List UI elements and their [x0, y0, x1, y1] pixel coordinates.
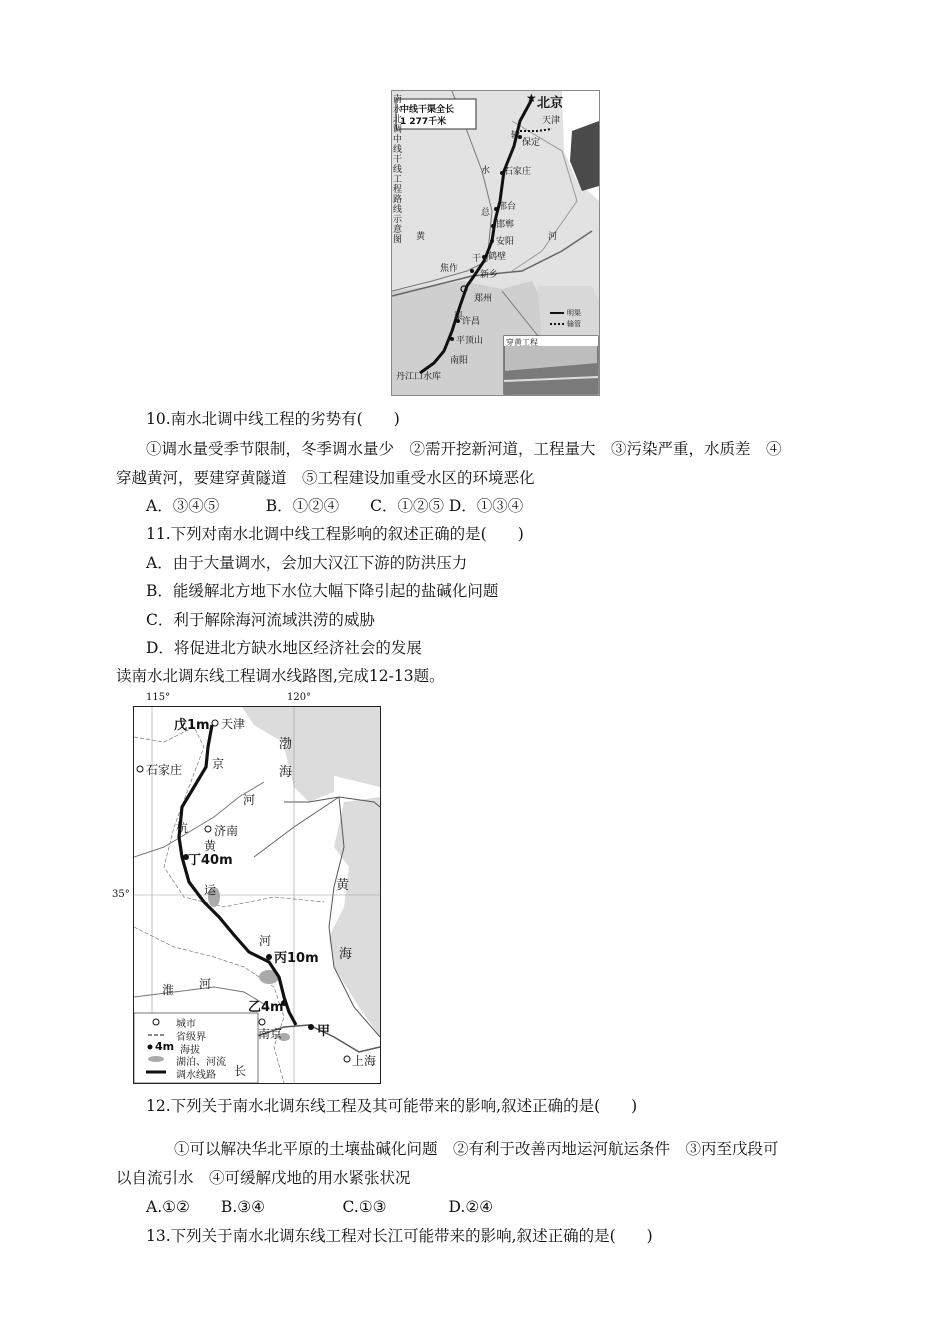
q10-stem: 10.南水北调中线工程的劣势有( ): [146, 410, 400, 428]
map1-city-zhengzhou: 郑州: [474, 294, 493, 304]
map1-city-shijiazhuang: 石家庄: [504, 167, 532, 177]
map-east-route: [133, 706, 381, 1084]
map1-legend-canal: 明渠: [567, 309, 581, 317]
map2-river-char-hang: 杭: [176, 821, 189, 835]
map1-canal-char-4: 干: [472, 254, 482, 264]
map2-river-char-huang: 黄: [204, 839, 217, 853]
map1-city-anyang: 安阳: [496, 237, 515, 247]
map1-river-char-2: 河: [548, 232, 558, 242]
map1-city-hebi: 鹤壁: [488, 252, 507, 262]
map1-legend-pipe: 输管: [567, 320, 581, 328]
map2-legend-elevation: 海拔: [180, 1045, 200, 1056]
map2-river-char-he-2: 河: [243, 793, 256, 807]
map-middle-route: [391, 90, 600, 396]
q11-option-d: D．将促进北方缺水地区经济社会的发展: [146, 639, 422, 657]
map2-river-char-yun: 运: [204, 883, 217, 897]
map2-place-shijiazhuang: 石家庄: [146, 763, 183, 777]
map1-city-xingtai: 邢台: [498, 202, 517, 212]
map1-danjiangkou: 丹江口水库: [396, 372, 442, 382]
map2-sea-char-hai-2: 海: [339, 947, 353, 962]
map2-river-char-he-1: 河: [259, 934, 272, 948]
map2-place-jinan: 济南: [214, 824, 239, 838]
map2-river-char-chang: 长: [234, 1064, 247, 1078]
q11-option-c: C．利于解除海河流域洪涝的威胁: [146, 611, 375, 629]
map1-vertical-title: 南水北调中线干线工程路线示意图: [393, 95, 403, 245]
map2-river-char-he-3: 河: [199, 977, 212, 991]
map1-city-jiaozuo: 焦作: [440, 264, 459, 274]
map2-place-wu: 戊1m: [174, 718, 210, 733]
q12-body-1: ①可以解决华北平原的土壤盐碱化问题 ②有利于改善丙地运河航运条件 ③丙至戊段可: [174, 1140, 779, 1158]
map2-river-char-jing: 京: [212, 757, 225, 771]
map2-lat-35: 35°: [112, 889, 130, 900]
map1-city-beijing: 北京: [537, 96, 564, 111]
map2-legend-4m: 4m: [155, 1040, 175, 1053]
map2-legend-lakes: 湖泊、河流: [176, 1057, 226, 1068]
map2-legend-border: 省级界: [176, 1032, 206, 1043]
map2-river-char-huai: 淮: [162, 983, 175, 997]
q11-option-a: A．由于大量调水，会加大汉江下游的防洪压力: [146, 554, 468, 572]
map2-sea-char-huang: 黄: [336, 878, 350, 893]
map2-legend-city: 城市: [176, 1019, 196, 1030]
map1-city-baoding: 保定: [522, 138, 541, 148]
map2-lon-120: 120°: [287, 692, 312, 703]
map1-inset-label: 穿黄工程: [506, 338, 538, 347]
map1-canal-char-2: 水: [481, 166, 491, 176]
map2-legend-route: 调水线路: [176, 1070, 216, 1081]
map2-sea-char-bo: 渤: [279, 737, 293, 752]
q13-stem: 13.下列关于南水北调东线工程对长江可能带来的影响,叙述正确的是( ): [146, 1227, 653, 1245]
map2-lon-115: 115°: [146, 692, 171, 703]
map2-place-tianjin: 天津: [221, 717, 246, 731]
map1-canal-char-1: 输: [511, 131, 521, 141]
intro-east-route: 读南水北调东线工程调水线路图,完成12-13题。: [116, 667, 445, 685]
map2-place-bing: 丙10m: [274, 951, 319, 966]
map2-place-yi: 乙4m: [248, 1000, 284, 1015]
q12-stem: 12.下列关于南水北调东线工程及其可能带来的影响,叙述正确的是( ): [146, 1097, 638, 1115]
map1-city-tianjin: 天津: [542, 116, 561, 126]
q12-options: A.①② B.③④ C.①③ D.②④: [146, 1198, 494, 1216]
map1-canal-char-5: 渠: [454, 312, 464, 322]
map1-city-handan: 邯郸: [496, 220, 515, 230]
map1-length-line-1: 中线干渠全长: [400, 105, 455, 115]
q11-option-b: B．能缓解北方地下水位大幅下降引起的盐碱化问题: [146, 582, 499, 600]
map1-river-char-1: 黄: [416, 232, 426, 242]
map2-place-ding: 丁40m: [188, 853, 233, 868]
map1-length-line-2: 1 277千米: [400, 117, 447, 127]
map1-star-icon: ★: [526, 91, 537, 105]
q12-body-2: 以自流引水 ④可缓解戊地的用水紧张状况: [116, 1169, 411, 1187]
q10-body-2: 穿越黄河，要建穿黄隧道 ⑤工程建设加重受水区的环境恶化: [116, 469, 535, 487]
map1-city-xinxiang: 新乡: [480, 270, 499, 280]
map2-place-shanghai: 上海: [352, 1054, 377, 1068]
map1-city-nanyang: 南阳: [450, 356, 469, 366]
map1-city-xuchang: 许昌: [462, 317, 481, 327]
map2-place-jia: 甲: [317, 1024, 331, 1039]
q11-stem: 11.下列对南水北调中线工程影响的叙述正确的是( ): [146, 525, 524, 543]
map2-sea-char-hai-1: 海: [279, 765, 293, 780]
map1-city-pingdingshan: 平顶山: [456, 336, 484, 346]
map1-canal-char-3: 总: [481, 208, 491, 218]
map2-place-nanjing: 南京: [258, 1027, 283, 1041]
q10-options: A．③④⑤ B．①②④ C．①②⑤ D．①③④: [146, 497, 524, 515]
q10-body-1: ①调水量受季节限制，冬季调水量少 ②需开挖新河道，工程量大 ③污染严重，水质差 ④: [146, 440, 782, 458]
